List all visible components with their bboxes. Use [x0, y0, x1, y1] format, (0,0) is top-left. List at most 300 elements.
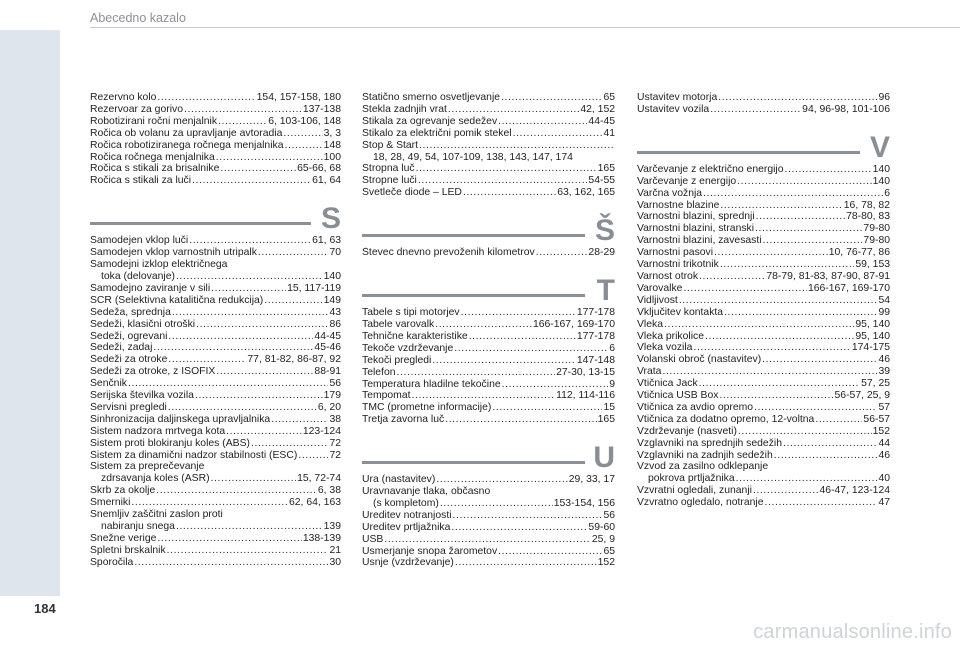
index-entry-pages: 16, 78, 82	[843, 199, 890, 211]
index-entry	[362, 175, 615, 187]
index-entry	[637, 497, 890, 509]
index-entry-pages: 29, 33, 17	[568, 474, 615, 486]
dot-leader	[737, 176, 872, 188]
index-entry-term: Ustavitev vozila	[637, 103, 710, 115]
dot-leader	[683, 283, 807, 295]
dot-leader	[720, 200, 842, 212]
index-entry	[90, 163, 341, 175]
index-entry-term: Temperatura hladilne tekočine	[362, 378, 501, 390]
dot-leader	[448, 104, 579, 116]
index-entry-pages: 6	[609, 342, 615, 354]
index-entry	[90, 366, 341, 378]
dot-leader	[703, 188, 883, 200]
index-entry-term: Tempomat	[362, 390, 411, 402]
index-entry-pages: 56	[329, 378, 341, 390]
index-entry-term: Varčevanje z električno energijo	[637, 163, 784, 175]
index-entry	[90, 140, 341, 152]
index-entry-pages: 6, 20	[317, 401, 341, 413]
index-entry-term: Sedeži, ogrevani	[90, 330, 168, 342]
index-entry-term: Vleka prikolice	[637, 330, 704, 342]
index-entry-heading: Vzvod za zasilno odklepanje	[637, 461, 769, 473]
index-entry-pages: 147-148	[576, 354, 615, 366]
dot-leader	[412, 390, 556, 402]
index-entry-pages: 43	[329, 306, 341, 318]
index-entry-term: Varnostni blazini, stranski	[637, 223, 755, 235]
dot-leader	[756, 211, 845, 223]
dot-leader	[189, 235, 311, 247]
index-entry	[362, 331, 615, 343]
dot-leader	[718, 92, 877, 104]
index-entry-pages: 77, 81-82, 86-87, 92	[247, 354, 341, 366]
index-entry-term: Sedeža, sprednja	[90, 306, 171, 318]
index-entry-pages: 54	[878, 294, 890, 306]
dot-leader	[705, 331, 854, 343]
index-entry	[362, 187, 615, 199]
index-entry-pages: 45-46	[314, 342, 341, 354]
index-entry	[90, 307, 341, 319]
dot-leader	[298, 450, 328, 462]
index-entry-term: Tabele varovalk	[362, 318, 435, 330]
index-entry	[637, 426, 890, 438]
index-entry-pages: 65	[603, 92, 615, 103]
index-entry-term: Varnostni trikotnik	[637, 259, 719, 271]
section-heading	[637, 130, 890, 164]
index-entry	[90, 378, 341, 390]
index-entry	[90, 473, 341, 485]
index-entry	[637, 354, 890, 366]
section-divider	[637, 151, 860, 154]
index-entry	[362, 104, 615, 116]
index-entry	[90, 331, 341, 343]
index-entry-pages: 95, 140	[855, 318, 890, 330]
index-entry	[637, 307, 890, 319]
index-entry-pages: 138-139	[302, 532, 341, 544]
index-entry	[637, 223, 890, 235]
index-entry	[90, 247, 341, 259]
index-entry	[362, 474, 615, 486]
index-entry-pages: 152	[597, 557, 615, 569]
dot-leader	[461, 307, 576, 319]
index-entry-pages: 10, 76-77, 86	[828, 247, 890, 259]
dot-leader	[416, 163, 597, 175]
index-entry-term: TMC (prometne informacije)	[362, 402, 492, 414]
index-entry	[90, 521, 341, 533]
index-entry	[637, 331, 890, 343]
index-entry-term: nabiranju snega	[101, 521, 175, 532]
index-entry	[362, 343, 615, 355]
index-entry-term: Samodejno zaviranje v sili	[90, 282, 211, 294]
index-entry	[637, 342, 890, 354]
index-entry-term: SCR (Selektivna katalitična redukcija)	[90, 294, 264, 306]
dot-leader	[815, 414, 862, 426]
index-entry-term: Volanski obroč (nastavitev)	[637, 354, 762, 366]
dot-leader	[455, 557, 597, 569]
index-entry-pages: 46-47, 123-124	[819, 485, 890, 497]
index-entry-pages: 56	[603, 509, 615, 521]
section-heading	[362, 441, 615, 475]
index-entry	[90, 116, 341, 128]
index-entry-pages: 72	[329, 449, 341, 461]
dot-leader	[176, 521, 323, 533]
index-entry	[362, 414, 615, 426]
index-entry-term: Sistem proti blokiranju koles (ABS)	[90, 437, 250, 449]
page-header-title: Abecedno kazalo	[90, 11, 186, 25]
index-entry-pages: 54-55	[588, 175, 615, 187]
index-entry-term: pokrova prtljažnika	[648, 473, 735, 485]
index-entry	[637, 438, 890, 450]
dot-leader	[736, 473, 878, 485]
section-divider	[362, 294, 585, 297]
index-entry-pages: 165	[597, 163, 615, 175]
index-entry-pages: 61, 64	[312, 175, 341, 187]
index-entry-term: Samodejen vklop luči	[90, 235, 189, 247]
index-entry-term: Servisni pregledi	[90, 401, 167, 413]
index-entry	[637, 92, 890, 104]
index-entry	[362, 379, 615, 391]
section-heading	[362, 274, 615, 308]
index-entry-pages: 38	[329, 413, 341, 425]
index-entry	[637, 414, 890, 426]
index-entry-pages: 15, 72-74	[297, 473, 341, 485]
index-entry	[637, 473, 890, 485]
dot-leader	[157, 92, 255, 104]
index-entry-pages: 174-175	[851, 342, 890, 354]
index-entry	[90, 557, 341, 569]
section-divider	[90, 222, 311, 225]
index-entry-pages: 61, 63	[312, 235, 341, 247]
index-entry-heading: Samodejni izklop električnega	[90, 259, 228, 271]
index-entry-term: Sedeži, zadaj	[90, 342, 153, 354]
dot-leader	[251, 438, 328, 450]
dot-leader	[755, 223, 862, 235]
section-divider	[362, 234, 585, 237]
dot-leader	[418, 175, 588, 187]
dot-leader	[397, 367, 556, 379]
index-entry-term: Ročica ob volanu za upravljanje avtoradia	[90, 127, 283, 139]
index-entry-term: Sporočila	[90, 556, 134, 568]
index-entry-pages: 6, 38	[317, 485, 341, 497]
index-entry	[637, 271, 890, 283]
index-entry-pages: 59-60	[588, 521, 615, 533]
dot-leader	[168, 354, 246, 366]
dot-leader	[469, 331, 576, 343]
index-entry	[637, 295, 890, 307]
index-entry-term: Ročica s stikali za brisalnike	[90, 163, 220, 175]
index-entry-term: Vzglavniki na sprednjih sedežih	[637, 437, 782, 449]
dot-leader	[184, 104, 302, 116]
dot-leader	[156, 485, 317, 497]
index-entry	[90, 271, 341, 283]
index-entry-term: toka (delovanje)	[101, 270, 175, 282]
index-entry-pages: 9	[609, 378, 615, 390]
index-entry-pages: 46	[878, 449, 890, 461]
index-entry-term: Snežne verige	[90, 532, 157, 544]
section-letter: V	[869, 130, 890, 164]
index-entry-term: Varčevanje z energijo	[637, 175, 737, 187]
index-entry	[637, 176, 890, 188]
index-entry-pages: 47	[878, 497, 890, 509]
index-entry	[362, 367, 615, 379]
dot-leader	[536, 247, 588, 259]
index-entry-pages: 6, 103-106, 148	[268, 115, 341, 127]
index-entry-term: Senčnik	[90, 378, 127, 390]
section-letter: S	[320, 202, 341, 236]
dot-leader	[167, 545, 329, 557]
index-entry-term: Ureditev notranjosti	[362, 509, 452, 521]
dot-leader	[714, 247, 828, 259]
dot-leader	[463, 187, 556, 199]
section-heading	[90, 202, 341, 236]
index-entry	[637, 378, 890, 390]
index-entry	[90, 402, 341, 414]
index-entry-term: Vleka vozila	[637, 342, 693, 354]
dot-leader	[435, 319, 532, 331]
index-entry-pages: 154, 157-158, 180	[256, 92, 341, 103]
index-entry	[90, 152, 341, 164]
index-entry	[90, 533, 341, 545]
index-entry-pages: 72	[329, 437, 341, 449]
index-entry-term: Tehnične karakteristike	[362, 330, 468, 342]
index-entry-pages: 79-80	[863, 235, 890, 247]
index-entry-term: Sinhronizacija daljinskega upravljalnika	[90, 413, 271, 425]
index-entry-pages: 140	[872, 175, 890, 187]
index-entry-pages: 177-178	[576, 307, 615, 319]
index-entry-term: Stekla zadnjih vrat	[362, 103, 447, 115]
index-entry	[362, 534, 615, 546]
index-column-1	[90, 92, 341, 569]
dot-leader	[502, 379, 609, 391]
index-entry-pages: 41	[603, 127, 615, 139]
index-entry-pages: 96	[878, 92, 890, 103]
index-entry	[637, 283, 890, 295]
index-entry-pages: 78-79, 81-83, 87-90, 87-91	[766, 270, 890, 282]
dot-leader	[440, 498, 553, 510]
index-entry	[362, 390, 615, 402]
index-entry	[90, 354, 341, 366]
dot-leader	[719, 390, 833, 402]
index-entry	[90, 92, 341, 104]
dot-leader	[176, 271, 323, 283]
index-entry	[90, 295, 341, 307]
dot-leader	[762, 354, 877, 366]
dot-leader	[501, 92, 602, 104]
index-entry-pages: 65-66, 68	[297, 163, 341, 175]
index-entry-pages: 15	[603, 402, 615, 414]
index-entry	[362, 557, 615, 569]
dot-leader	[699, 378, 860, 390]
index-entry-pages: 44-45	[588, 115, 615, 127]
dot-leader	[195, 390, 323, 402]
index-entry-term: Stropne luči	[362, 175, 417, 187]
index-entry	[362, 522, 615, 534]
index-entry	[362, 307, 615, 319]
index-entry-term: Sedeži za otroke	[90, 354, 168, 366]
index-entry-term: Telefon	[362, 366, 396, 378]
index-entry-pages: 25, 9	[591, 533, 615, 545]
dot-leader	[271, 414, 328, 426]
index-entry-pages: 56-57	[863, 413, 890, 425]
dot-leader	[763, 235, 863, 247]
section-heading	[362, 214, 615, 248]
index-entry-pages: 27-30, 13-15	[556, 366, 615, 378]
index-column-2	[362, 92, 615, 569]
index-entry-pages: 57	[878, 401, 890, 413]
dot-leader	[192, 175, 311, 187]
index-entry-pages: 28-29	[588, 247, 615, 259]
dot-leader	[454, 343, 608, 355]
index-entry-pages: 166-167, 169-170	[532, 318, 615, 330]
dot-leader	[662, 366, 877, 378]
index-entry-term: Vrata	[637, 366, 662, 378]
index-entry-pages: 56-57, 25, 9	[834, 390, 890, 402]
index-entry	[637, 200, 890, 212]
index-entry-term: Varnostni blazini, zavesasti	[637, 235, 762, 247]
index-entry-term: Tabele s tipi motorjev	[362, 307, 460, 319]
dot-leader	[432, 355, 576, 367]
index-entry-pages: 88-91	[314, 366, 341, 378]
header-divider	[90, 27, 960, 28]
index-entry-pages: 70	[329, 247, 341, 259]
index-entry	[362, 128, 615, 140]
section-letter: U	[593, 441, 615, 475]
index-entry	[90, 390, 341, 402]
dot-leader	[724, 307, 877, 319]
index-entry	[362, 498, 615, 510]
index-entry	[90, 175, 341, 187]
dot-leader	[445, 414, 596, 426]
index-entry-pages: 94, 96-98, 101-106	[802, 103, 890, 115]
index-entry	[362, 355, 615, 367]
index-entry-term: Sistem nadzora mrtvega kota	[90, 425, 226, 437]
index-entry	[90, 485, 341, 497]
index-entry	[362, 319, 615, 331]
index-entry-pages: 21	[329, 544, 341, 556]
index-entry-pages: 40	[878, 473, 890, 485]
index-entry-pages: 79-80	[863, 223, 890, 235]
index-entry-term: Rezervno kolo	[90, 92, 157, 103]
index-entry-pages: 39	[878, 366, 890, 378]
dot-leader	[492, 402, 602, 414]
index-entry-term: Varnostne blazine	[637, 199, 720, 211]
index-entry	[637, 104, 890, 116]
index-entry-term: Rezervoar za gorivo	[90, 103, 183, 115]
dot-leader	[283, 128, 322, 140]
dot-leader	[720, 259, 855, 271]
dot-leader	[168, 402, 317, 414]
index-entry-term: Vzdrževanje (nasveti)	[637, 425, 737, 437]
index-entry-term: Vtičnica za dodatno opremo, 12-voltna	[637, 413, 815, 425]
index-entry-pages: 152	[872, 425, 890, 437]
index-entry-term: Ura (nastavitev)	[362, 474, 436, 486]
index-entry-term: Tekoče vzdrževanje	[362, 342, 454, 354]
dot-leader	[211, 473, 297, 485]
index-entry	[90, 426, 341, 438]
index-entry	[90, 438, 341, 450]
dot-leader	[196, 319, 328, 331]
index-entry-pages: 149	[323, 294, 341, 306]
index-entry-pages: 44	[878, 437, 890, 449]
dot-leader	[699, 271, 765, 283]
index-entry-pages: 165	[597, 414, 615, 426]
index-entry-term: USB	[362, 533, 384, 545]
index-entry-pages: 112, 114-116	[556, 390, 615, 402]
dot-leader	[498, 546, 602, 558]
index-entry	[637, 485, 890, 497]
index-entry-term: Stop & Start	[362, 139, 419, 151]
dot-leader	[453, 510, 603, 522]
dot-leader	[451, 522, 587, 534]
index-entry-term: Varovalke	[637, 282, 683, 294]
index-entry-pages: 78-80, 83	[846, 211, 890, 223]
index-entry	[90, 414, 341, 426]
dot-leader	[216, 152, 323, 164]
index-entry-term: Vzvratno ogledalo, notranje	[637, 497, 764, 509]
dot-leader	[774, 450, 878, 462]
dot-leader	[131, 497, 288, 509]
dot-leader	[220, 163, 296, 175]
dot-leader	[264, 295, 322, 307]
index-entry-pages: 99	[878, 306, 890, 318]
dot-leader	[258, 247, 329, 259]
index-entry-pages: 177-178	[576, 330, 615, 342]
index-entry-term: Robotizirani ročni menjalnik	[90, 115, 218, 127]
index-entry	[90, 497, 341, 509]
index-entry-pages: 3, 3	[323, 127, 341, 139]
index-entry-pages: 140	[323, 270, 341, 282]
index-entry	[90, 450, 341, 462]
dot-leader	[211, 283, 286, 295]
index-entry-pages: 153-154, 156	[553, 497, 615, 509]
index-entry-term: Vidljivost	[637, 294, 678, 306]
index-entry-term: Spletni brskalnik	[90, 544, 166, 556]
dot-leader	[157, 533, 301, 545]
index-column-3	[637, 92, 890, 509]
index-entry-pages: 65	[603, 545, 615, 557]
index-entry-pages: 137-138	[302, 103, 341, 115]
index-entry-term: Vključitev kontakta	[637, 306, 724, 318]
index-entry-heading: Snemljiv zaščitni zaslon proti	[90, 509, 223, 521]
index-entry-term: Varnostni pasovi	[637, 247, 714, 259]
index-entry-term: Sedeži, klasični otroški	[90, 318, 196, 330]
index-entry	[362, 546, 615, 558]
index-entry-pages: 179	[323, 390, 341, 402]
watermark: carmanualsonline.info	[753, 621, 952, 643]
index-entry	[90, 235, 341, 247]
index-entry-term: Serijska številka vozila	[90, 390, 194, 402]
dot-leader	[153, 342, 313, 354]
index-entry-term: Ročica robotiziranega ročnega menjalnika	[90, 139, 284, 151]
index-entry-heading: Uravnavanje tlaka, občasno	[362, 486, 491, 498]
dot-leader	[216, 366, 313, 378]
dot-leader	[693, 342, 850, 354]
index-entry	[362, 163, 615, 175]
dot-leader	[785, 164, 872, 176]
section-letter: T	[596, 274, 615, 308]
index-entry-term: Tretja zavorna luč	[362, 414, 445, 426]
dot-leader	[285, 140, 323, 152]
index-entry	[362, 92, 615, 104]
index-entry-pages: 123-124	[302, 425, 341, 437]
index-entry-term: Varnostni blazini, sprednji	[637, 211, 755, 223]
index-entry-term: Stropna luč	[362, 163, 415, 175]
dot-leader	[664, 319, 854, 331]
dot-leader	[218, 116, 267, 128]
index-entry-term: Ureditev prtljažnika	[362, 521, 451, 533]
index-entry-pages: 6	[884, 187, 890, 199]
index-entry-pages: 95, 140	[855, 330, 890, 342]
index-entry-term: Ročica s stikali za luči	[90, 175, 192, 187]
dot-leader	[498, 116, 587, 128]
